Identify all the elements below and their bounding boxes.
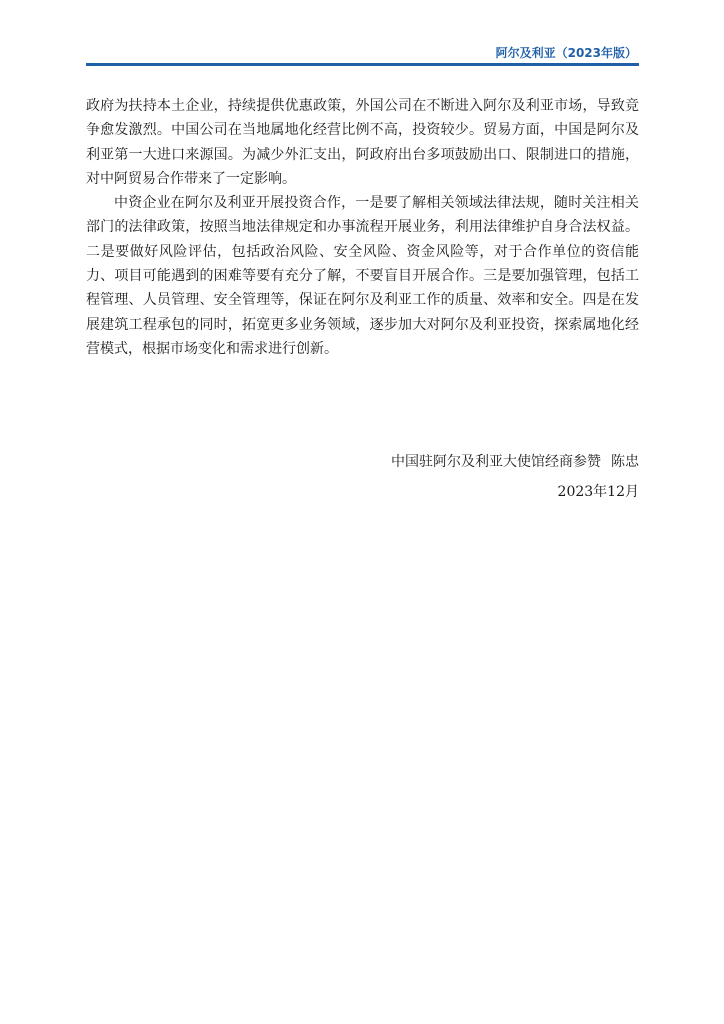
signature-title-line	[86, 447, 639, 477]
header-title: 阿尔及利亚（2023年版）	[495, 46, 637, 60]
document-body	[86, 94, 639, 361]
body-paragraph-2: 中资企业在阿尔及利亚开展投资合作，一是要了解相关领域法律法规，随时关注相关部门的法律政策，按照当地法律规定和办事流程开展业务，利用法律维护自身合法权益。二是要做好风险评估，包括政治风险、安全风险、资金风险等，对于合作单位的资信能力、项目可能遇到的困难等要有充分了解，不要盲目开展合作。三是要加强管理，包括工程管理、人员管理、安全管理等，保证在阿尔及利亚工作的质量、效率和安全。四是在发展建筑工程承包的同时，拓宽更多业务领域，逐步加大对阿尔及利亚投资，探索属地化经营模式，根据市场变化和需求进行创新。	[86, 195, 639, 357]
header-divider	[86, 63, 639, 66]
signature-date: 2023年12月	[557, 484, 639, 500]
body-paragraph-1: 政府为扶持本土企业，持续提供优惠政策，外国公司在不断进入阿尔及利亚市场，导致竞争愈发激烈。中国公司在当地属地化经营比例不高，投资较少。贸易方面，中国是阿尔及利亚第一大进口来源国。为减少外汇支出，阿政府出台多项鼓励出口、限制进口的措施，对中阿贸易合作带来了一定影响。	[86, 98, 639, 187]
page-header	[86, 44, 639, 64]
signature-name: 陈忠	[611, 454, 639, 470]
signature-block	[86, 447, 639, 507]
signature-title: 中国驻阿尔及利亚大使馆经商参赞	[391, 454, 601, 470]
